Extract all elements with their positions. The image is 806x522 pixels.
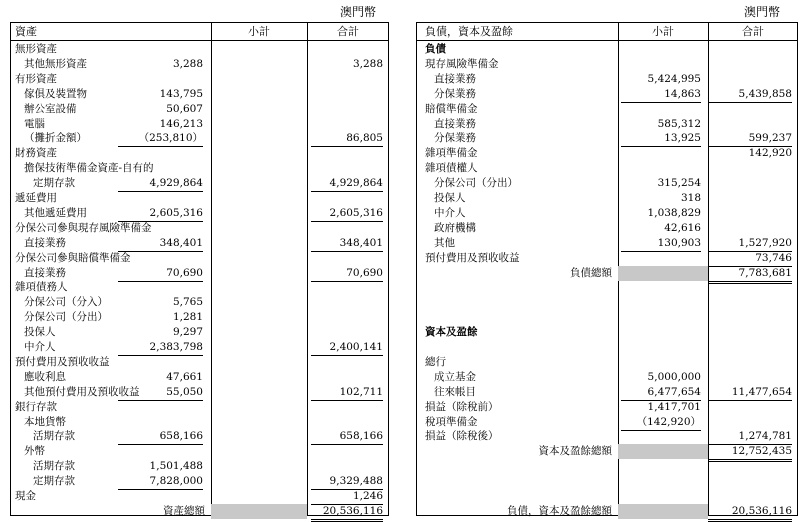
right-table-row: [417, 131, 797, 146]
subtotal-value: 1,281: [172, 311, 203, 324]
row-label: 定期存款: [33, 475, 75, 488]
left-table-row: [11, 310, 388, 325]
total-value: 348,401: [311, 236, 383, 252]
right-table-row: [417, 340, 797, 355]
row-label: 損益（除稅後）: [425, 430, 499, 443]
subtotal-value: 47,661: [166, 370, 203, 383]
left-table-row: [11, 221, 388, 236]
subtotal-value: 143,795: [159, 87, 203, 100]
left-table-row: [11, 400, 388, 415]
total-value: 3,288: [352, 57, 383, 70]
total-value: 73,746: [708, 251, 792, 267]
subtotal-value: 585,312: [657, 117, 701, 130]
shaded-cell: [211, 504, 307, 519]
subtotal-value: （253,810）: [118, 131, 203, 147]
row-label: 分保公司（分出）: [24, 311, 108, 324]
row-label: 傢俱及裝置物: [24, 87, 87, 100]
right-table-row: [417, 87, 797, 102]
left-table-row: [11, 474, 388, 489]
shaded-cell: [618, 504, 708, 519]
right-table-row: [417, 236, 797, 251]
total-value: 658,166: [311, 429, 383, 445]
row-label: 往來帳目: [434, 385, 476, 398]
left-table-row: [11, 251, 388, 266]
left-table-row: [11, 325, 388, 340]
right-table-row: [417, 400, 797, 415]
total-value: 5,439,858: [708, 87, 792, 103]
row-label: 成立基金: [434, 370, 476, 383]
row-label: 遞延費用: [15, 192, 57, 204]
row-label: 直接業務: [434, 72, 476, 85]
total-value: 20,536,116: [311, 504, 383, 522]
right-table-row: [417, 42, 797, 57]
subtotal-value: 3,288: [172, 57, 203, 70]
row-label: 分保業務: [434, 87, 476, 100]
row-label: 預付費用及預收收益: [425, 251, 520, 264]
right-table-row: [417, 266, 797, 281]
row-label: 現存風險準備金: [425, 57, 499, 70]
left-table-row: [11, 355, 388, 370]
row-label: 定期存款: [33, 177, 75, 190]
right-table-row: [417, 221, 797, 236]
row-label: 現金: [15, 490, 36, 502]
row-label: 應收利息: [24, 370, 66, 383]
total-value: 70,690: [311, 266, 383, 282]
row-label: 預付費用及預收收益: [15, 355, 110, 368]
right-table-row: [417, 415, 797, 430]
row-label: 負債: [425, 43, 446, 55]
right-table-row: [417, 429, 797, 444]
assets-subtotal-header: 小計: [248, 25, 270, 38]
liabilities-table: [416, 22, 798, 516]
subtotal-value: 146,213: [159, 117, 203, 130]
row-label: 擔保技術準備金資產-自有的: [24, 162, 154, 175]
row-label: 直接業務: [24, 266, 66, 279]
subtotal-value: 6,477,654: [621, 385, 701, 401]
row-label: 雜項準備金: [425, 147, 478, 160]
subtotal-value: 5,000,000: [647, 370, 701, 383]
row-label: 政府機構: [434, 221, 476, 234]
row-label: 財務資產: [15, 147, 57, 160]
left-table-row: [11, 206, 388, 221]
right-table-row: [417, 176, 797, 191]
subtotal-value: 2,605,316: [118, 206, 203, 222]
left-table-row: [11, 191, 388, 206]
right-table-row: [417, 280, 797, 295]
left-table-row: [11, 385, 388, 400]
left-table-row: [11, 161, 388, 176]
subtotal-value: 318: [680, 192, 701, 204]
right-table-row: [417, 161, 797, 176]
right-table-row: [417, 117, 797, 132]
total-value: 142,920: [748, 147, 792, 160]
right-table-row: [417, 57, 797, 72]
right-table-row: [417, 385, 797, 400]
row-label: 分保業務: [434, 132, 476, 145]
subtotal-value: 1,038,829: [647, 206, 701, 219]
row-label: 活期存款: [33, 430, 75, 443]
left-table-row: [11, 370, 388, 385]
left-table-row: [11, 131, 388, 146]
left-table-row: [11, 236, 388, 251]
liabilities-subtotal-header: 小計: [652, 25, 674, 38]
subtotal-value: 1,417,701: [647, 400, 701, 413]
row-label: 外幣: [24, 445, 45, 458]
right-table-row: [417, 206, 797, 221]
right-table-row: [417, 310, 797, 325]
row-label: 分保公司參與現存風險準備金: [15, 221, 152, 234]
total-value: 12,752,435: [708, 444, 792, 462]
row-label: 稅項準備金: [425, 415, 478, 428]
subtotal-value: 4,929,864: [118, 176, 203, 192]
row-label: 投保人: [24, 326, 56, 339]
subtotal-value: 5,765: [172, 296, 203, 309]
subtotal-value: 315,254: [657, 177, 701, 190]
total-value: 102,711: [311, 385, 383, 401]
left-table-row: [11, 489, 388, 504]
assets-table: [10, 22, 389, 516]
right-table-row: [417, 102, 797, 117]
liabilities-header: 負債，資本及盈餘: [425, 25, 513, 38]
left-table-row: [11, 266, 388, 281]
shaded-cell: [618, 266, 708, 281]
subtotal-value: 5,424,995: [647, 72, 701, 85]
left-table-row: [11, 459, 388, 474]
shaded-cell: [618, 444, 708, 459]
row-label: 電腦: [24, 117, 45, 130]
subtotal-value: 348,401: [118, 236, 203, 252]
row-label: 分保公司（分出）: [434, 177, 518, 190]
left-table-row: [11, 57, 388, 72]
subtotal-value: 2,383,798: [118, 340, 203, 356]
row-label: 雜項債務人: [15, 281, 68, 294]
total-label: 負債總額: [570, 266, 612, 279]
row-label: 其他: [434, 236, 455, 249]
subtotal-value: 70,690: [118, 266, 203, 282]
right-table-row: [417, 146, 797, 161]
left-table-row: [11, 415, 388, 430]
left-table-row: [11, 176, 388, 191]
right-table-row: [417, 474, 797, 489]
total-value: 7,783,681: [708, 266, 792, 284]
total-value: 4,929,864: [311, 176, 383, 192]
right-table-row: [417, 72, 797, 87]
subtotal-value: 130,903: [621, 236, 701, 252]
total-value: 86,805: [311, 131, 383, 147]
right-table-row: [417, 504, 797, 519]
row-label: （攤折金額）: [24, 132, 87, 145]
left-table-row: [11, 444, 388, 459]
left-table-row: [11, 504, 388, 519]
right-table-row: [417, 489, 797, 504]
right-table-row: [417, 251, 797, 266]
total-value: 599,237: [708, 131, 792, 147]
row-label: 損益（除稅前）: [425, 400, 499, 413]
currency-label-left: 澳門幣: [340, 5, 377, 19]
row-label: 直接業務: [434, 117, 476, 130]
total-value: 1,527,920: [708, 236, 792, 252]
left-table-row: [11, 102, 388, 117]
total-value: 1,274,781: [708, 429, 792, 445]
row-label: 無形資產: [15, 43, 57, 55]
row-label: 其他遞延費用: [24, 206, 87, 219]
row-label: 其他預付費用及預收收益: [24, 385, 140, 398]
row-label: 有形資產: [15, 72, 57, 85]
total-label: 資本及盈餘總額: [538, 445, 612, 458]
row-label: 中介人: [24, 341, 56, 353]
subtotal-value: 7,828,000: [118, 474, 203, 490]
subtotal-value: 9,297: [172, 326, 203, 339]
row-label: 本地貨幣: [24, 415, 66, 428]
total-label: 資產總額: [163, 504, 205, 517]
subtotal-value: 50,607: [166, 102, 203, 115]
row-label: 分保公司（分入）: [24, 296, 108, 309]
row-label: 直接業務: [24, 236, 66, 249]
right-table-row: [417, 191, 797, 206]
total-value: 1,246: [311, 489, 383, 505]
row-label: 雜項債權人: [425, 162, 478, 175]
assets-header: 資產: [15, 25, 37, 38]
subtotal-value: （142,920）: [621, 415, 701, 431]
total-value: 2,400,141: [311, 340, 383, 356]
row-label: 其他無形資產: [24, 57, 87, 70]
total-value: 2,605,316: [311, 206, 383, 222]
right-table-row: [417, 444, 797, 459]
right-table-row: [417, 459, 797, 474]
subtotal-value: 13,925: [621, 131, 701, 147]
row-label: 分保公司參與賠償準備金: [15, 251, 131, 264]
row-label: 總行: [425, 355, 446, 368]
total-value: 11,477,654: [708, 385, 792, 401]
subtotal-value: 658,166: [118, 429, 203, 445]
total-value: 9,329,488: [311, 474, 383, 490]
row-label: 賠償準備金: [425, 102, 478, 115]
left-table-row: [11, 42, 388, 57]
left-table-row: [11, 117, 388, 132]
row-label: 資本及盈餘: [425, 326, 478, 339]
right-table-row: [417, 295, 797, 310]
left-table-row: [11, 87, 388, 102]
subtotal-value: 1,501,488: [149, 460, 203, 473]
left-table-row: [11, 146, 388, 161]
left-table-row: [11, 295, 388, 310]
currency-label-right: 澳門幣: [744, 5, 781, 19]
right-table-row: [417, 325, 797, 340]
left-table-row: [11, 280, 388, 295]
row-label: 中介人: [434, 206, 466, 219]
row-label: 辦公室設備: [24, 102, 77, 115]
left-table-row: [11, 72, 388, 87]
total-label: 負債，資本及盈餘總額: [507, 504, 612, 517]
right-table-row: [417, 370, 797, 385]
row-label: 銀行存款: [15, 400, 57, 413]
subtotal-value: 55,050: [118, 385, 203, 401]
subtotal-value: 42,616: [664, 221, 701, 234]
row-label: 投保人: [434, 192, 466, 204]
liabilities-total-header: 合計: [742, 25, 764, 38]
assets-total-header: 合計: [337, 25, 359, 38]
right-table-row: [417, 355, 797, 370]
total-value: 20,536,116: [708, 504, 792, 522]
left-table-row: [11, 429, 388, 444]
subtotal-value: 14,863: [621, 87, 701, 103]
left-table-row: [11, 340, 388, 355]
row-label: 活期存款: [33, 460, 75, 473]
